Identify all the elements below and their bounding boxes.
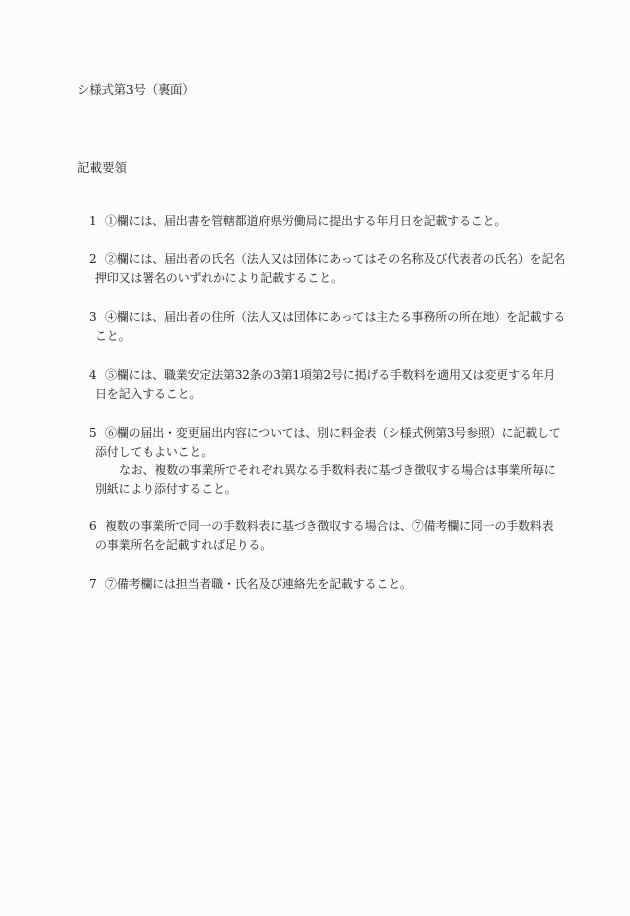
item-number: 2 xyxy=(89,252,97,266)
item-number: 3 xyxy=(89,310,97,324)
item-text: ⑦備考欄には担当者職・氏名及び連絡先を記載すること。 xyxy=(105,577,412,591)
item-text: 添付してもよいこと。 xyxy=(95,444,214,459)
item-text: ②欄には、届出者の氏名（法人又は団体にあってはその名称及び代表者の氏名）を記名 xyxy=(105,252,566,266)
item-text: ④欄には、届出者の住所（法人又は団体にあっては主たる事務所の所在地）を記載する xyxy=(105,310,566,324)
instruction-item-5 xyxy=(89,424,559,498)
item-number: 4 xyxy=(89,368,97,382)
item-text: ⑥欄の届出・変更届出内容については、別に料金表（シ様式例第3号参照）に記載して xyxy=(105,426,561,440)
item-number: 5 xyxy=(89,426,97,440)
instruction-item-4 xyxy=(89,366,559,403)
item-text: なお、複数の事業所でそれぞれ異なる手数料表に基づき徴収する場合は事業所毎に xyxy=(119,463,556,477)
item-text: 押印又は署名のいずれかにより記載すること。 xyxy=(95,270,343,285)
section-title: 記載要領 xyxy=(77,160,128,175)
item-text: の事業所名を記載すれば足りる。 xyxy=(95,537,273,552)
item-text: ⑤欄には、職業安定法第32条の3第1項第2号に掲げる手数料を適用又は変更する年月 xyxy=(105,368,556,382)
instruction-item-3 xyxy=(89,308,566,345)
instruction-item-2 xyxy=(89,250,566,287)
item-number: 6 xyxy=(89,519,97,533)
instruction-item-6 xyxy=(89,517,559,554)
item-text: ①欄には、届出書を管轄都道府県労働局に提出する年月日を記載すること。 xyxy=(105,214,507,228)
item-number: 7 xyxy=(89,577,97,591)
item-number: 1 xyxy=(89,214,97,228)
instruction-item-7 xyxy=(89,575,559,594)
instruction-item-1 xyxy=(89,212,559,231)
item-text: 日を記入すること。 xyxy=(95,386,202,401)
form-id: シ様式第3号（裏面） xyxy=(77,82,195,97)
item-text: 別紙により添付すること。 xyxy=(95,481,237,496)
item-text: 複数の事業所で同一の手数料表に基づき徴収する場合は、⑦備考欄に同一の手数料表 xyxy=(105,519,554,533)
item-text: こと。 xyxy=(95,328,131,343)
